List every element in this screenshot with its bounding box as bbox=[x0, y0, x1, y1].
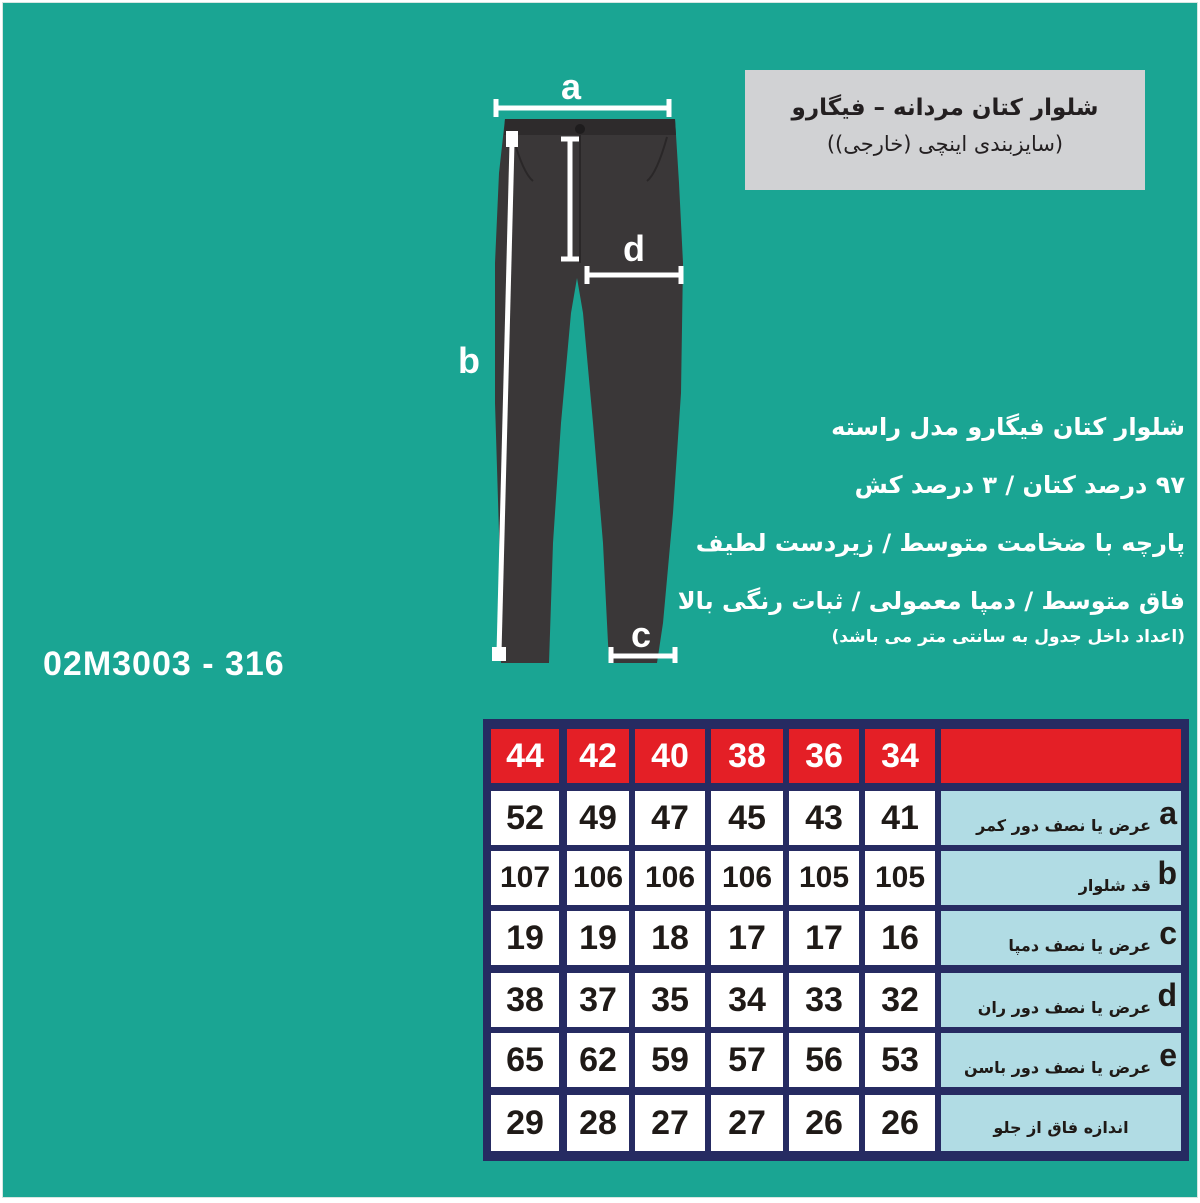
product-description bbox=[563, 403, 1185, 647]
table-value-cell: 47 bbox=[635, 791, 705, 845]
table-value-cell: 57 bbox=[711, 1033, 783, 1087]
table-value-cell: 19 bbox=[567, 911, 629, 965]
row-letter: d bbox=[1157, 977, 1177, 1013]
title-line-2: (سایزبندی اینچی (خارجی)) bbox=[826, 132, 1064, 156]
size-header-cell: 36 bbox=[789, 729, 859, 783]
table-value-cell: 56 bbox=[789, 1033, 859, 1087]
table-value-cell: 106 bbox=[567, 851, 629, 905]
table-value-cell: 59 bbox=[635, 1033, 705, 1087]
table-value-cell: 28 bbox=[567, 1095, 629, 1151]
table-value-cell: 27 bbox=[635, 1095, 705, 1151]
row-label: عرض یا نصف دمپا bbox=[1008, 936, 1151, 955]
description-line: فاق متوسط / دمپا معمولی / ثبات رنگی بالا bbox=[677, 587, 1185, 615]
row-letter: e bbox=[1159, 1037, 1177, 1073]
row-letter: c bbox=[1159, 915, 1177, 951]
table-value-cell: 106 bbox=[635, 851, 705, 905]
size-chart-page bbox=[3, 3, 1197, 1197]
table-value-cell: 17 bbox=[711, 911, 783, 965]
row-letter: b bbox=[1157, 855, 1177, 891]
pants-waistband bbox=[504, 119, 676, 135]
row-label-cell bbox=[941, 791, 1181, 845]
table-value-cell: 105 bbox=[789, 851, 859, 905]
size-header-cell: 42 bbox=[567, 729, 629, 783]
table-value-cell: 38 bbox=[491, 973, 559, 1027]
label-b: b bbox=[458, 340, 480, 381]
table-value-cell: 41 bbox=[865, 791, 935, 845]
table-value-cell: 27 bbox=[711, 1095, 783, 1151]
description-line: ۹۷ درصد کتان / ۳ درصد کش bbox=[854, 471, 1185, 499]
description-line: پارچه با ضخامت متوسط / زیردست لطیف bbox=[695, 529, 1185, 557]
size-header-cell: 38 bbox=[711, 729, 783, 783]
row-label: اندازه فاق از جلو bbox=[993, 1118, 1129, 1137]
row-label: قد شلوار bbox=[1078, 876, 1151, 895]
title-card bbox=[745, 70, 1145, 190]
table-value-cell: 49 bbox=[567, 791, 629, 845]
row-letter: a bbox=[1159, 795, 1177, 831]
table-value-cell: 29 bbox=[491, 1095, 559, 1151]
table-value-cell: 19 bbox=[491, 911, 559, 965]
table-value-cell: 33 bbox=[789, 973, 859, 1027]
size-header-cell: 40 bbox=[635, 729, 705, 783]
table-value-cell: 62 bbox=[567, 1033, 629, 1087]
row-label-cell bbox=[941, 851, 1181, 905]
header-label-cell bbox=[941, 729, 1181, 783]
label-d: d bbox=[623, 228, 645, 269]
row-label: عرض یا نصف دور کمر bbox=[976, 816, 1151, 835]
table-value-cell: 18 bbox=[635, 911, 705, 965]
marker-a bbox=[496, 99, 669, 117]
size-header-cell: 44 bbox=[491, 729, 559, 783]
size-header-cell: 34 bbox=[865, 729, 935, 783]
table-value-cell: 52 bbox=[491, 791, 559, 845]
row-label: عرض یا نصف دور باسن bbox=[963, 1058, 1151, 1077]
table-value-cell: 43 bbox=[789, 791, 859, 845]
product-code: 02M3003 - 316 bbox=[43, 645, 285, 683]
table-value-cell: 105 bbox=[865, 851, 935, 905]
table-value-cell: 34 bbox=[711, 973, 783, 1027]
table-value-cell: 107 bbox=[491, 851, 559, 905]
size-table bbox=[483, 719, 1189, 1161]
row-label-cell bbox=[941, 911, 1181, 965]
row-label-cell bbox=[941, 973, 1181, 1027]
table-value-cell: 37 bbox=[567, 973, 629, 1027]
label-a: a bbox=[560, 66, 582, 107]
description-line: شلوار کتان فیگارو مدل راسته bbox=[831, 413, 1185, 441]
table-value-cell: 106 bbox=[711, 851, 783, 905]
row-label-cell bbox=[941, 1033, 1181, 1087]
label-c: c bbox=[630, 614, 652, 655]
row-label-cell bbox=[941, 1095, 1181, 1151]
row-label: عرض یا نصف دور ران bbox=[977, 998, 1151, 1017]
table-value-cell: 65 bbox=[491, 1033, 559, 1087]
table-value-cell: 53 bbox=[865, 1033, 935, 1087]
table-value-cell: 17 bbox=[789, 911, 859, 965]
table-value-cell: 16 bbox=[865, 911, 935, 965]
table-value-cell: 26 bbox=[865, 1095, 935, 1151]
table-value-cell: 35 bbox=[635, 973, 705, 1027]
title-line-1: شلوار کتان مردانه – فیگارو bbox=[791, 95, 1099, 121]
pants-button bbox=[575, 124, 585, 134]
table-value-cell: 45 bbox=[711, 791, 783, 845]
table-value-cell: 26 bbox=[789, 1095, 859, 1151]
units-note: (اعداد داخل جدول به سانتی متر می باشد) bbox=[831, 627, 1185, 647]
table-value-cell: 32 bbox=[865, 973, 935, 1027]
